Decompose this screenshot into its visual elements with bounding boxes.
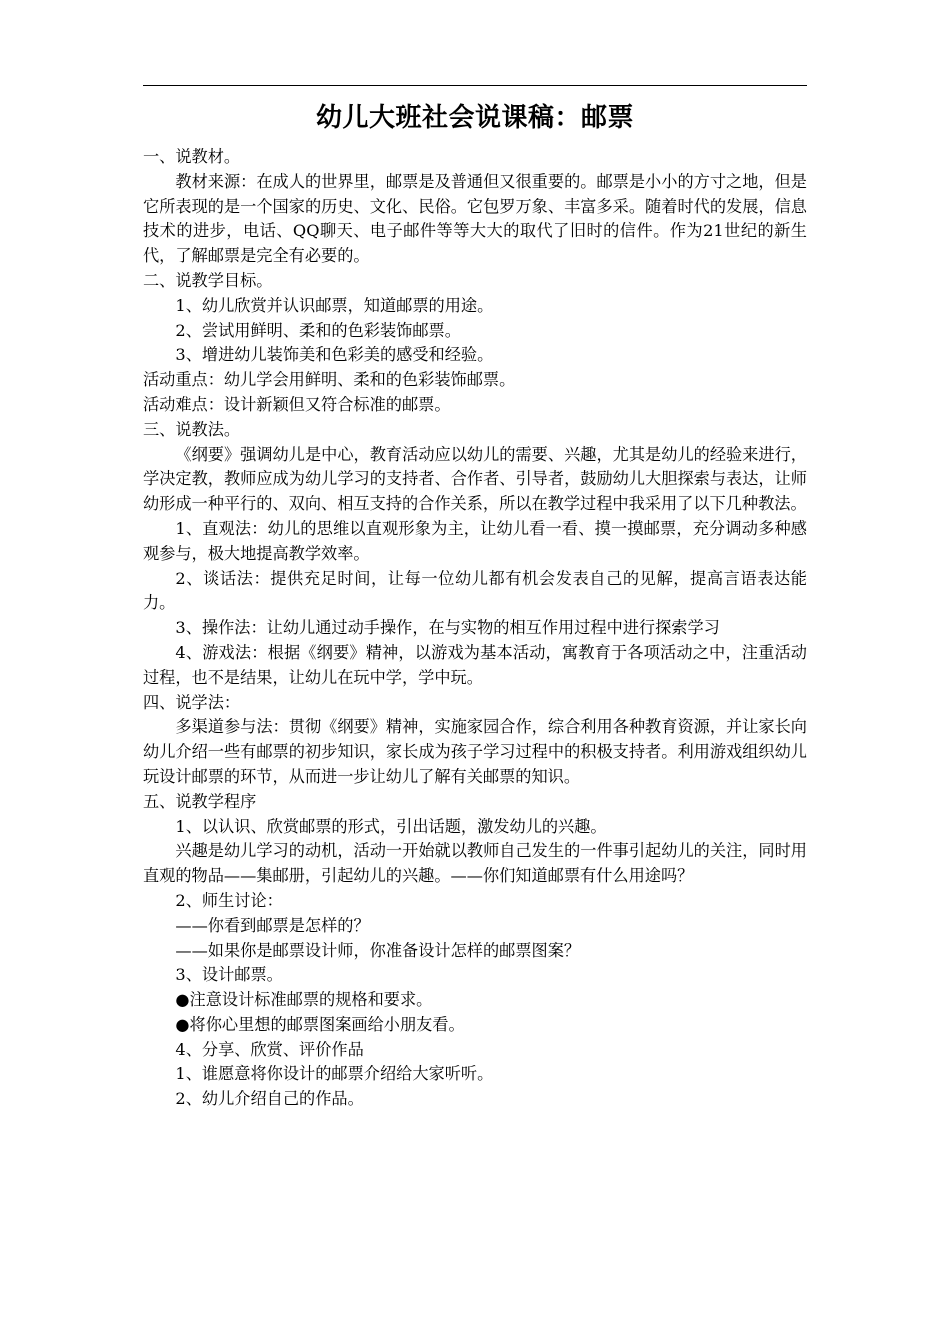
document-title: 幼儿大班社会说课稿：邮票 [315,103,634,133]
paragraph: 3、操作法：让幼儿通过动手操作，在与实物的相互作用过程中进行探索学习 [175,618,720,638]
paragraph: 兴趣是幼儿学习的动机，活动一开始就以教师自己发生的一件事引起幼儿的关注，同时用直观的物品——集邮册，引起幼儿的兴趣。——你们知道邮票有什么用途吗？ [143,841,807,886]
paragraph: 活动难点：设计新颖但又符合标准的邮票。 [143,394,451,414]
paragraph: 四、说学法： [143,692,241,712]
paragraph: 1、幼儿欣赏并认识邮票，知道邮票的用途。 [175,295,494,315]
paragraph: 五、说教学程序 [143,791,257,811]
paragraph: ——如果你是邮票设计师，你准备设计怎样的邮票图案？ [175,940,581,960]
paragraph: 《纲要》强调幼儿是中心，教育活动应以幼儿的需要、兴趣，尤其是幼儿的经验来进行，学决定教，教师应成为幼儿学习的支持者、合作者、引导者，鼓励幼儿大胆探索与表达，让师幼形成一种平行的、双向、相互支持的合作关系，所以在教学过程中我采用了以下几种教法。 [143,444,807,514]
paragraph: 3、设计邮票。 [175,965,283,985]
paragraph: ●注意设计标准邮票的规格和要求。 [175,990,433,1010]
paragraph: 三、说教法。 [143,419,241,439]
paragraph: 1、谁愿意将你设计的邮票介绍给大家听听。 [175,1064,494,1084]
paragraph: 2、尝试用鲜明、柔和的色彩装饰邮票。 [175,320,461,340]
paragraph: 多渠道参与法：贯彻《纲要》精神，实施家园合作，综合利用各种教育资源，并让家长向幼儿介绍一些有邮票的初步知识，家长成为孩子学习过程中的积极支持者。利用游戏组织幼儿玩设计邮票的环节，从而进一步让幼儿了解有关邮票的知识。 [143,717,807,786]
document-body [143,145,807,1112]
paragraph: 4、游戏法：根据《纲要》精神，以游戏为基本活动，寓教育于各项活动之中，注重活动过程，也不是结果，让幼儿在玩中学，学中玩。 [143,642,807,687]
paragraph: 1、以认识、欣赏邮票的形式，引出话题，激发幼儿的兴趣。 [175,816,607,836]
paragraph: 3、增进幼儿装饰美和色彩美的感受和经验。 [175,345,494,365]
paragraph: 2、师生讨论： [175,890,283,910]
paragraph: ——你看到邮票是怎样的？ [175,915,370,935]
paragraph: 教材来源：在成人的世界里，邮票是及普通但又很重要的。邮票是小小的方寸之地，但是它所表现的是一个国家的历史、文化、民俗。它包罗万象、丰富多采。随着时代的发展，信息技术的进步，电话、QQ聊天、电子邮件等等大大的取代了旧时的信件。作为21世纪的新生代，了解邮票是完全有必要的。 [143,171,807,266]
paragraph: 2、谈话法：提供充足时间，让每一位幼儿都有机会发表自己的见解，提高言语表达能力。 [143,568,807,613]
paragraph: ●将你心里想的邮票图案画给小朋友看。 [175,1014,465,1034]
paragraph: 4、分享、欣赏、评价作品 [175,1039,364,1059]
paragraph: 二、说教学目标。 [143,270,273,290]
paragraph: 一、说教材。 [143,147,241,166]
paragraph: 2、幼儿介绍自己的作品。 [175,1089,364,1109]
paragraph: 活动重点：幼儿学会用鲜明、柔和的色彩装饰邮票。 [143,370,516,390]
paragraph: 1、直观法：幼儿的思维以直观形象为主，让幼儿看一看、摸一摸邮票，充分调动多种感观参与，极大地提高教学效率。 [143,518,807,563]
header-rule [143,85,807,86]
